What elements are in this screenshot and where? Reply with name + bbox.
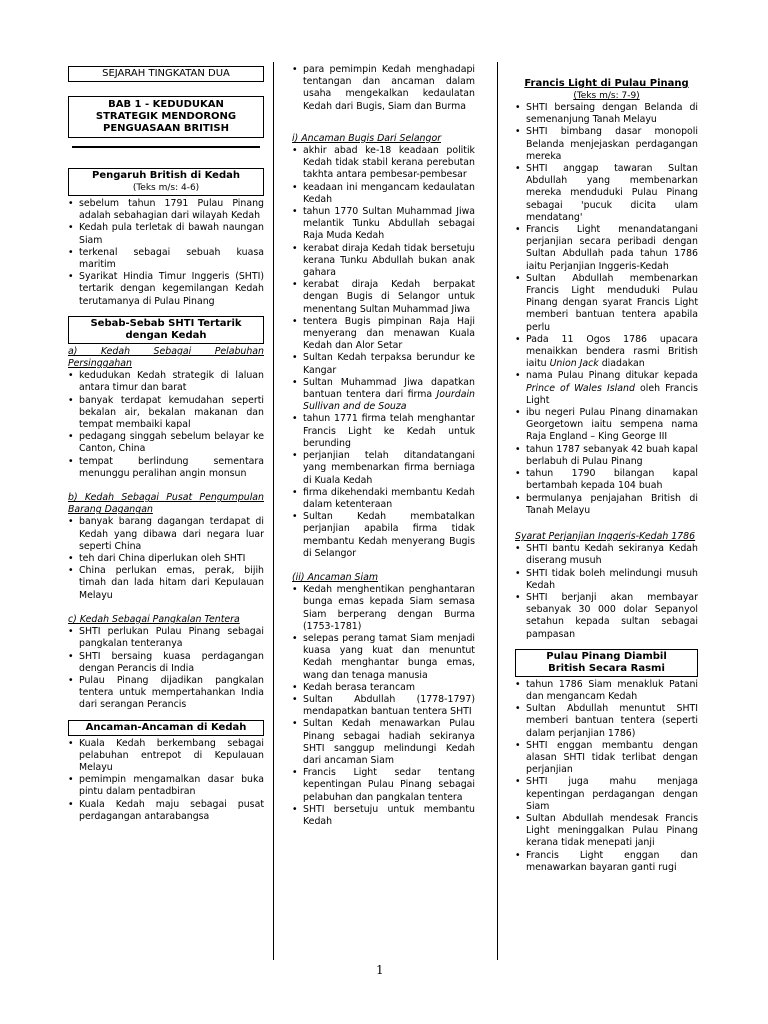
syarat-title: Syarat Perjanjian Inggeris-Kedah 1786: [515, 530, 696, 542]
list-item: • pedagang singgah sebelum belayar ke Canton, China: [68, 431, 264, 455]
sebab-b-title: b) Kedah Sebagai Pusat Pengumpulan Barang Dagangan: [68, 492, 264, 516]
pengaruh-list: [68, 198, 264, 308]
list-item: • Kedah pula terletak di bawah naungan Siam: [68, 222, 264, 246]
list-item: • Kuala Kedah maju sebagai pusat perdagangan antarabangsa: [68, 799, 264, 823]
list-item: • SHTI tidak boleh melindungi musuh Kedah: [515, 568, 698, 592]
column-divider-left: [273, 62, 274, 960]
section-rule: [72, 146, 260, 148]
list-item: • China perlukan emas, perak, bijih timah dan lada hitam dari Kepulauan Melayu: [68, 565, 264, 602]
list-item: • Pulau Pinang dijadikan pangkalan tentera untuk mempertahankan India dari serangan Perancis: [68, 675, 264, 712]
list-item: • para pemimpin Kedah menghadapi tentangan dan ancaman dalam usaha mengekalkan kedaulatan Kedah dari Bugis, Siam dan Burma: [292, 64, 475, 113]
francis-light-title: Francis Light di Pulau Pinang: [524, 78, 689, 89]
island-name: Prince of Wales Island: [526, 382, 635, 394]
francis-light-heading: [515, 78, 698, 102]
list-item: [515, 370, 698, 407]
list-item: • Sultan Abdullah (1778-1797) mendapatkan bantuan tentera SHTI: [292, 694, 475, 718]
flag-name: Union Jack: [549, 358, 599, 370]
pulau-pinang-heading: Pulau Pinang Diambil British Secara Rasmi: [546, 650, 667, 674]
pengaruh-page-ref: (Teks m/s: 4-6): [132, 183, 200, 193]
syarat-list: [515, 543, 698, 641]
sebab-b-list: [68, 516, 264, 601]
list-item: • SHTI bantu Kedah sekiranya Kedah diserang musuh: [515, 543, 698, 567]
list-item: • Syarikat Hindia Timur Inggeris (SHTI) tertarik dengan kegemilangan Kedah terutamanya di Pulau Pinang: [68, 271, 264, 308]
list-item: • teh dari China diperlukan oleh SHTI: [68, 553, 264, 565]
sebab-a-list: [68, 370, 264, 480]
sebab-c-title: c) Kedah Sebagai Pangkalan Tentera: [68, 613, 240, 625]
list-item: [515, 334, 698, 371]
list-item: • SHTI bersetuju untuk membantu Kedah: [292, 804, 475, 828]
list-item: • kedudukan Kedah strategik di laluan antara timur dan barat: [68, 370, 264, 394]
list-item: • Kedah menghentikan penghantaran bunga emas kepada Siam semasa Siam berperang dengan Burma (1753-1781): [292, 584, 475, 633]
list-item: • Sultan Abdullah membenarkan Francis Light menduduki Pulau Pinang dengan syarat Francis Light memberi bantuan tentera apabila perlu: [515, 273, 698, 334]
list-item: • SHTI bersaing kuasa perdagangan dengan Perancis di India: [68, 651, 264, 675]
list-item: • selepas perang tamat Siam menjadi kuasa yang kuat dan menuntut Kedah menghantar bunga emas, wang dan tenaga manusia: [292, 633, 475, 682]
flag-text: Pada 11 Ogos 1786 upacara menaikkan bendera rasmi British iaitu: [526, 333, 698, 370]
sebab-c-list: [68, 626, 264, 711]
rename-text-end: oleh Francis Light: [526, 382, 699, 406]
list-item: • SHTI enggan membantu dengan alasan SHTI tidak terlibat dengan perjanjian: [515, 740, 698, 777]
pengaruh-heading-box: [68, 168, 264, 196]
list-item: • Francis Light enggan dan menawarkan bayaran ganti rugi: [515, 850, 698, 874]
list-item: • banyak terdapat kemudahan seperti bekalan air, bekalan makanan dan tempat membaiki kapal: [68, 395, 264, 432]
column-divider-right: [497, 62, 498, 960]
list-item: • kerabat diraja Kedah tidak bersetuju kerana Tunku Abdullah bukan anak gahara: [292, 243, 475, 280]
list-item: • SHTI bimbang dasar monopoli Belanda menjejaskan perdagangan mereka: [515, 126, 698, 163]
siam-list: [292, 584, 475, 828]
list-item: • bermulanya penjajahan British di Tanah Melayu: [515, 493, 698, 517]
francis-light-page-ref: (Teks m/s: 7-9): [573, 91, 640, 101]
list-item: • SHTI berjanji akan membayar sebanyak 30 000 dolar Sepanyol setahun kepada sultan sebagai pampasan: [515, 592, 698, 641]
page-number: 1: [376, 963, 384, 977]
column-1: [68, 64, 264, 823]
list-item: • Kedah berasa terancam: [292, 682, 475, 694]
list-item: • tahun 1786 Siam menakluk Patani dan mengancam Kedah: [515, 679, 698, 703]
column-2: [292, 64, 475, 828]
list-item: • SHTI juga mahu menjaga kepentingan perdagangan dengan Siam: [515, 776, 698, 813]
list-item: • Francis Light menandatangani perjanjian secara peribadi dengan Sultan Abdullah pada tahun 1786 iaitu Perjanjian Inggeris-Kedah: [515, 224, 698, 273]
ancaman-heading: Ancaman-Ancaman di Kedah: [85, 721, 247, 733]
list-item: • akhir abad ke-18 keadaan politik Kedah tidak stabil kerana perebutan takhta antara pembesar-pembesar: [292, 145, 475, 182]
list-item: • Sultan Kedah menawarkan Pulau Pinang sebagai hadiah sekiranya SHTI sanggup melindungi Kedah dari ancaman Siam: [292, 718, 475, 767]
list-item: • tahun 1771 firma telah menghantar Francis Light ke Kedah untuk berunding: [292, 413, 475, 450]
list-item: • tahun 1770 Sultan Muhammad Jiwa melantik Tunku Abdullah sebagai Raja Muda Kedah: [292, 206, 475, 243]
pulau-pinang-list: [515, 679, 698, 874]
list-item: • Sultan Abdullah menuntut SHTI memberi bantuan tentera (seperti dalam perjanjian 1786): [515, 703, 698, 740]
list-item: • tahun 1787 sebanyak 42 buah kapal berlabuh di Pulau Pinang: [515, 444, 698, 468]
sebab-heading: Sebab-Sebab SHTI Tertarik dengan Kedah: [90, 317, 242, 341]
rename-text: nama Pulau Pinang ditukar kepada: [526, 370, 698, 382]
list-item: • tentera Bugis pimpinan Raja Haji menyerang dan menawan Kuala Kedah dan Alor Setar: [292, 316, 475, 353]
list-item: [292, 377, 475, 414]
chapter-title-box: [68, 96, 264, 138]
siam-title: (ii) Ancaman Siam: [292, 571, 378, 583]
list-item: • firma dikehendaki membantu Kedah dalam ketenteraan: [292, 487, 475, 511]
list-item: • sebelum tahun 1791 Pulau Pinang adalah sebahagian dari wilayah Kedah: [68, 198, 264, 222]
chapter-title: BAB 1 - KEDUDUKAN STRATEGIK MENDORONG PENGUASAAN BRITISH: [95, 99, 237, 134]
ancaman-list: [68, 738, 264, 823]
bugis-list: [292, 145, 475, 560]
list-item: • tempat berlindung sementara menunggu peralihan angin monsun: [68, 456, 264, 480]
list-item: • keadaan ini mengancam kedaulatan Kedah: [292, 182, 475, 206]
list-item: • Sultan Abdullah mendesak Francis Light meninggalkan Pulau Pinang kerana tidak menepati janji: [515, 813, 698, 850]
list-item: • Kuala Kedah berkembang sebagai pelabuhan entrepot di Kepulauan Melayu: [68, 738, 264, 775]
list-item: • Francis Light sedar tentang kepentingan Pulau Pinang sebagai pelabuhan dan pangkalan tentera: [292, 767, 475, 804]
subject-title-box: SEJARAH TINGKATAN DUA: [68, 66, 264, 82]
list-item: • kerabat diraja Kedah berpakat dengan Bugis di Selangor untuk menentang Sultan Muhammad Jiwa: [292, 279, 475, 316]
pengaruh-heading: Pengaruh British di Kedah: [92, 170, 240, 181]
list-item: • SHTI anggap tawaran Sultan Abdullah yang membenarkan mereka menduduki Pulau Pinang sebagai 'pucuk dicita ulam mendatang': [515, 163, 698, 224]
list-item: • pemimpin mengamalkan dasar buka pintu dalam pentadbiran: [68, 774, 264, 798]
list-item: • terkenal sebagai sebuah kuasa maritim: [68, 247, 264, 271]
francis-light-list: [515, 102, 698, 517]
list-item: • Sultan Kedah terpaksa berundur ke Kangar: [292, 352, 475, 376]
column-3: [515, 64, 698, 874]
list-item: • tahun 1790 bilangan kapal bertambah kepada 104 buah: [515, 468, 698, 492]
list-item: • Sultan Kedah membatalkan perjanjian apabila firma tidak membantu Kedah menyerang Bugis di Selangor: [292, 511, 475, 560]
ancaman-heading-box: [68, 720, 264, 736]
flag-text-end: diadakan: [598, 358, 645, 370]
list-item: • ibu negeri Pulau Pinang dinamakan Georgetown iaitu sempena nama Raja England – King George III: [515, 407, 698, 444]
list-item: • banyak barang dagangan terdapat di Kedah yang dibawa dari negara luar seperti China: [68, 516, 264, 553]
pulau-pinang-heading-box: [515, 649, 698, 677]
intro-list: [292, 64, 475, 113]
list-item: • perjanjian telah ditandatangani yang membenarkan firma berniaga di Kuala Kedah: [292, 450, 475, 487]
bugis-title: i) Ancaman Bugis Dari Selangor: [292, 132, 442, 144]
sebab-a-title: a) Kedah Sebagai Pelabuhan Persinggahan: [68, 345, 264, 370]
list-item: • SHTI bersaing dengan Belanda di semenanjung Tanah Melayu: [515, 102, 698, 126]
list-item: • SHTI perlukan Pulau Pinang sebagai pangkalan tenteranya: [68, 626, 264, 650]
firma-text: Sultan Muhammad Jiwa dapatkan bantuan tentera dari firma: [303, 376, 475, 401]
firma-name: Jourdain Sullivan and de Souza: [303, 389, 475, 413]
sebab-heading-box: [68, 316, 264, 344]
